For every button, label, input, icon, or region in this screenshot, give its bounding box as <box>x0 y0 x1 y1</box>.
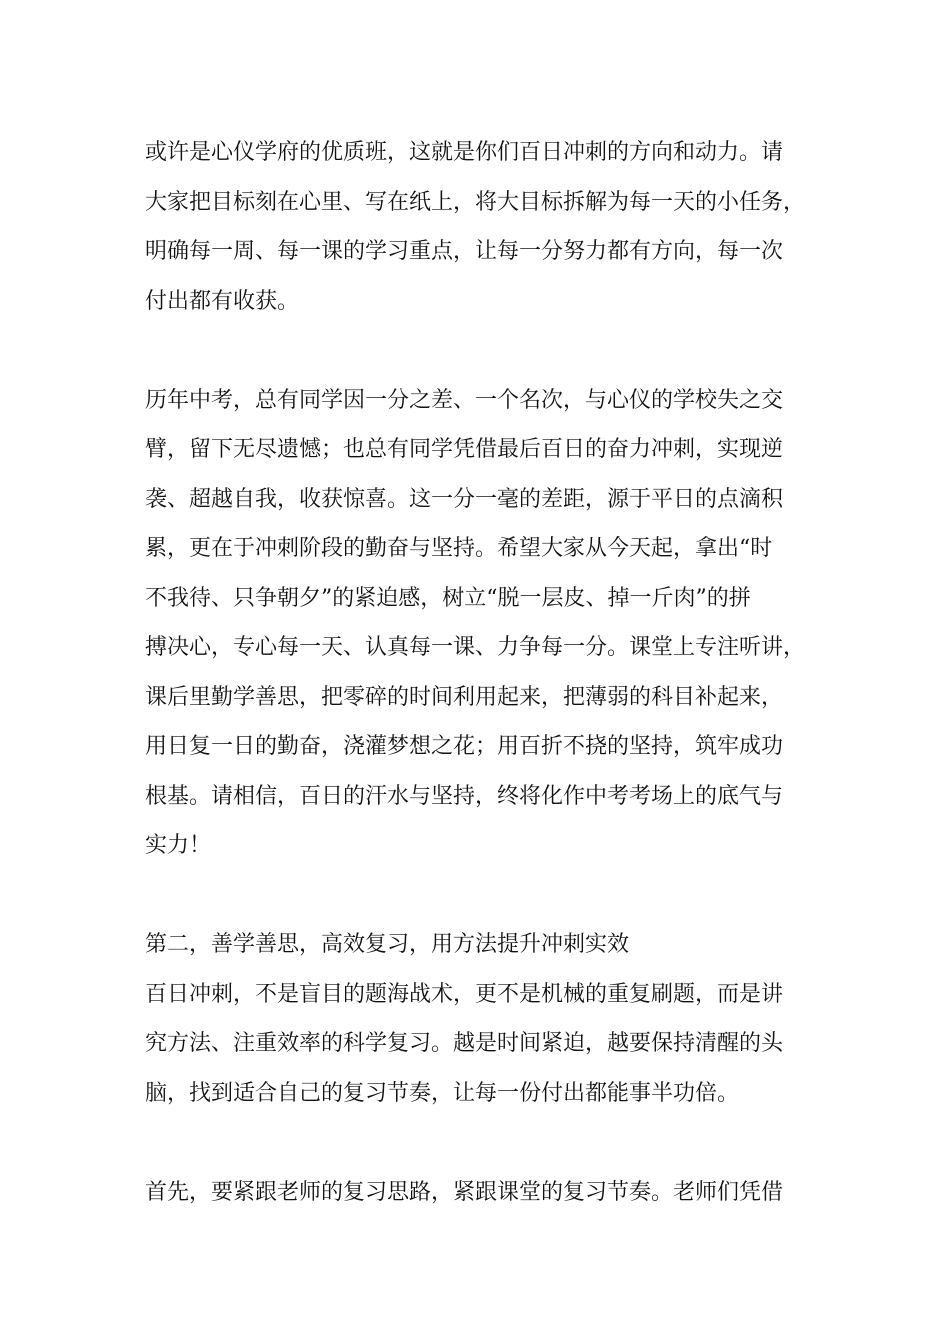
text-line: 百日冲刺，不是盲目的题海战术，更不是机械的重复刷题，而是讲 <box>145 982 784 1007</box>
text-line: 根基。请相信，百日的汗水与坚持，终将化作中考考场上的底气与 <box>145 784 784 809</box>
text-line: 究方法、注重效率的科学复习。越是时间紧迫，越要保持清醒的头 <box>145 1031 784 1056</box>
text-line: 历年中考，总有同学因一分之差、一个名次，与心仪的学校失之交 <box>145 388 784 413</box>
section-heading: 第二，善学善思，高效复习，用方法提升冲刺实效 <box>145 932 630 957</box>
text-line: 臂，留下无尽遗憾；也总有同学凭借最后百日的奋力冲刺，实现逆 <box>145 437 784 462</box>
text-line: 实力！ <box>145 833 212 858</box>
text-line: 首先，要紧跟老师的复习思路，紧跟课堂的复习节奏。老师们凭借 <box>145 1180 784 1205</box>
text-line: 搏决心，专心每一天、认真每一课、力争每一分。课堂上专注听讲， <box>145 635 806 660</box>
text-line: 明确每一周、每一课的学习重点，让每一分努力都有方向，每一次 <box>145 239 784 264</box>
text-line: 不我待、只争朝夕”的紧迫感，树立“脱一层皮、掉一斤肉”的拼 <box>145 586 751 611</box>
text-line: 付出都有收获。 <box>145 289 300 314</box>
text-line: 袭、超越自我，收获惊喜。这一分一毫的差距，源于平日的点滴积 <box>145 487 784 512</box>
text-line: 累，更在于冲刺阶段的勤奋与坚持。希望大家从今天起，拿出“时 <box>145 536 773 561</box>
text-line: 课后里勤学善思，把零碎的时间利用起来，把薄弱的科目补起来， <box>145 685 784 710</box>
text-line: 用日复一日的勤奋，浇灌梦想之花；用百折不挠的坚持，筑牢成功 <box>145 734 784 759</box>
text-line: 大家把目标刻在心里、写在纸上，将大目标拆解为每一天的小任务， <box>145 190 806 215</box>
text-line: 或许是心仪学府的优质班，这就是你们百日冲刺的方向和动力。请 <box>145 140 784 165</box>
text-line: 脑，找到适合自己的复习节奏，让每一份付出都能事半功倍。 <box>145 1081 740 1106</box>
